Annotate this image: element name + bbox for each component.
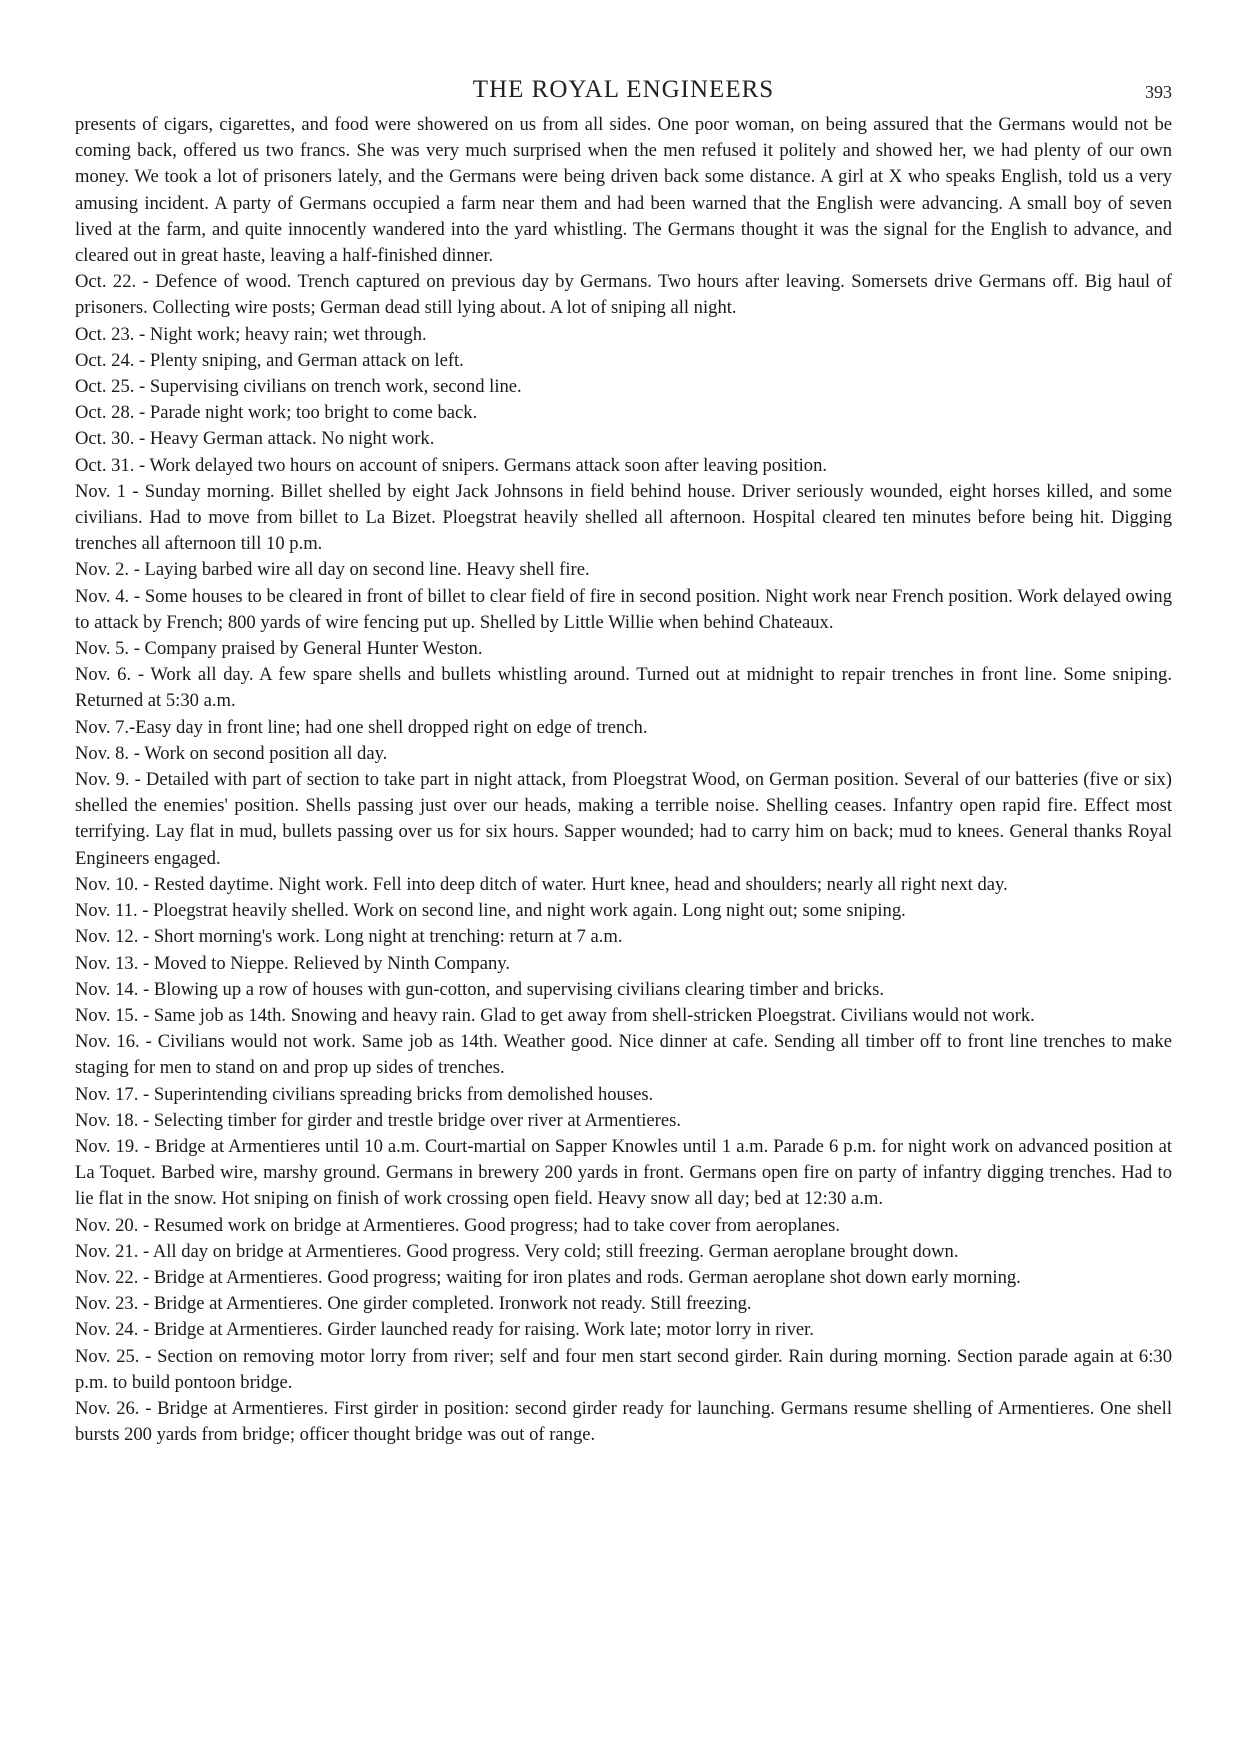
diary-entry: Nov. 15. - Same job as 14th. Snowing and heavy rain. Glad to get away from shell-stricken Ploegstrat. Civilians would not work. (75, 1004, 1035, 1026)
page-header (75, 76, 1172, 112)
diary-text (75, 112, 1172, 1448)
diary-entry: Nov. 22. - Bridge at Armentieres. Good progress; waiting for iron plates and rods. German aeroplane shot down early morning. (75, 1266, 1021, 1288)
diary-entry: Nov. 25. - Section on removing motor lorry from river; self and four men start second girder. Rain during morning. Section parade again at 6:30 p.m. to build pontoon bridge. (75, 1345, 1172, 1393)
diary-entry: Nov. 26. - Bridge at Armentieres. First girder in position: second girder ready for launching. Germans resume shelling of Armentieres. One shell bursts 200 yards from bridge; officer thought bridge was out of range. (75, 1397, 1172, 1446)
diary-entry: Nov. 24. - Bridge at Armentieres. Girder launched ready for raising. Work late; motor lorry in river. (75, 1319, 814, 1341)
diary-entry: Oct. 28. - Parade night work; too bright to come back. (75, 402, 478, 424)
diary-entry: Nov. 13. - Moved to Nieppe. Relieved by Ninth Company. (75, 952, 510, 974)
diary-entry: Nov. 18. - Selecting timber for girder and trestle bridge over river at Armentieres. (75, 1109, 681, 1131)
diary-entry: Nov. 10. - Rested daytime. Night work. Fell into deep ditch of water. Hurt knee, head and shoulders; nearly all right next day. (75, 873, 1008, 895)
diary-entry: Nov. 11. - Ploegstrat heavily shelled. Work on second line, and night work again. Long night out; some sniping. (75, 900, 906, 922)
diary-entry: Oct. 30. - Heavy German attack. No night work. (75, 428, 435, 450)
diary-entry: Nov. 23. - Bridge at Armentieres. One girder completed. Ironwork not ready. Still freezing. (75, 1293, 752, 1315)
diary-entry: Nov. 14. - Blowing up a row of houses with gun-cotton, and supervising civilians clearing timber and bricks. (75, 978, 885, 1000)
document-page (75, 76, 1172, 1448)
diary-entry: Nov. 16. - Civilians would not work. Same job as 14th. Weather good. Nice dinner at cafe. Sending all timber off to front line trenches to make staging for men to stand on and prop up sides of trenches. (75, 1031, 1172, 1079)
paragraph: presents of cigars, cigarettes, and food were showered on us from all sides. One poor woman, on being assured that the Germans would not be coming back, offered us two francs. She was very much surprised when the men refused it politely and showed her, we had plenty of our own money. We took a lot of prisoners lately, and the Germans were being driven back some distance. A girl at X who speaks English, told us a very amusing incident. A party of Germans occupied a farm near them and had been warned that the English were advancing. A small boy of seven lived at the farm, and quite innocently wandered into the yard whistling. The Germans thought it was the signal for the English to advance, and cleared out in great haste, leaving a half-finished dinner. (75, 114, 1172, 267)
diary-entry: Nov. 17. - Superintending civilians spreading bricks from demolished houses. (75, 1083, 654, 1105)
diary-entry: Nov. 6. - Work all day. A few spare shells and bullets whistling around. Turned out at midnight to repair trenches in front line. Some sniping. Returned at 5:30 a.m. (75, 664, 1172, 712)
diary-entry: Nov. 7.-Easy day in front line; had one shell dropped right on edge of trench. (75, 716, 648, 738)
diary-entry: Oct. 23. - Night work; heavy rain; wet through. (75, 323, 427, 345)
diary-entry: Nov. 2. - Laying barbed wire all day on second line. Heavy shell fire. (75, 559, 590, 581)
diary-entry: Oct. 31. - Work delayed two hours on account of snipers. Germans attack soon after leaving position. (75, 454, 828, 476)
diary-entry: Nov. 21. - All day on bridge at Armentieres. Good progress. Very cold; still freezing. German aeroplane brought down. (75, 1240, 959, 1262)
page-number: 393 (1145, 82, 1172, 102)
diary-entry: Nov. 4. - Some houses to be cleared in front of billet to clear field of fire in second position. Night work near French position. Work delayed owing to attack by French; 800 yards of wire fencing put up. Shelled by Little Willie when behind Chateaux. (75, 585, 1172, 633)
diary-entry: Nov. 12. - Short morning's work. Long night at trenching: return at 7 a.m. (75, 926, 623, 948)
diary-entry: Nov. 5. - Company praised by General Hunter Weston. (75, 638, 483, 660)
diary-entry: Nov. 8. - Work on second position all day. (75, 742, 388, 764)
diary-entry: Nov. 1 - Sunday morning. Billet shelled by eight Jack Johnsons in field behind house. Driver seriously wounded, eight horses killed, and some civilians. Had to move from billet to La Bizet. Ploegstrat heavily shelled all afternoon. Hospital cleared ten minutes before being hit. Digging trenches all afternoon till 10 p.m. (75, 480, 1172, 555)
diary-entry: Oct. 25. - Supervising civilians on trench work, second line. (75, 376, 522, 398)
running-title: THE ROYAL ENGINEERS (472, 76, 775, 103)
diary-entry: Nov. 9. - Detailed with part of section to take part in night attack, from Ploegstrat Wood, on German position. Several of our batteries (five or six) shelled the enemies' position. Shells passing just over our heads, making a terrible noise. Shelling ceases. Infantry open rapid fire. Effect most terrifying. Lay flat in mud, bullets passing over us for six hours. Sapper wounded; had to carry him on back; mud to knees. General thanks Royal Engineers engaged. (75, 769, 1172, 869)
diary-entry: Oct. 22. - Defence of wood. Trench captured on previous day by Germans. Two hours after leaving. Somersets drive Germans off. Big haul of prisoners. Collecting wire posts; German dead still lying about. A lot of sniping all night. (75, 271, 1172, 319)
diary-entry: Nov. 19. - Bridge at Armentieres until 10 a.m. Court-martial on Sapper Knowles until 1 a.m. Parade 6 p.m. for night work on advanced position at La Toquet. Barbed wire, marshy ground. Germans in brewery 200 yards in front. Germans open fire on party of infantry digging trenches. Had to lie flat in the snow. Hot sniping on finish of work crossing open field. Heavy snow all day; bed at 12:30 a.m. (75, 1135, 1172, 1210)
diary-entry: Nov. 20. - Resumed work on bridge at Armentieres. Good progress; had to take cover from aeroplanes. (75, 1214, 841, 1236)
diary-entry: Oct. 24. - Plenty sniping, and German attack on left. (75, 349, 464, 371)
